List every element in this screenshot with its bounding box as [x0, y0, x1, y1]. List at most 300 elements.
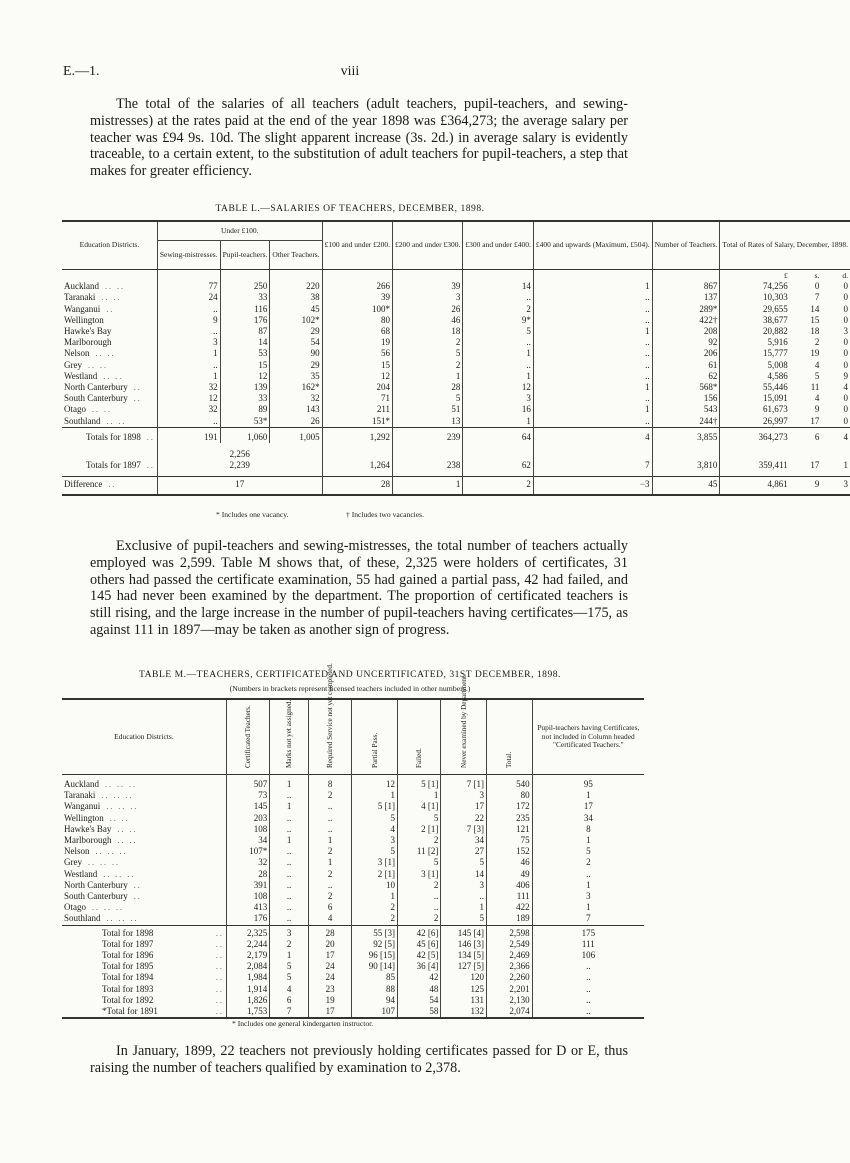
value-f: 46 [393, 315, 463, 326]
value-pt: .. [532, 1006, 644, 1018]
value-r: 8 [308, 775, 351, 791]
value-c: 108 [226, 891, 269, 902]
value-b: 33 [220, 393, 270, 404]
value-f: 28 [393, 382, 463, 393]
value-pounds: 20,882 [720, 326, 790, 337]
value-t: 235 [486, 813, 532, 824]
leader-dots: .. [215, 962, 224, 972]
value-c: 102* [270, 315, 322, 326]
value-shillings: 4 [814, 359, 820, 370]
leader-dots: .. .. [88, 360, 108, 370]
leader-dots: .. .. [105, 282, 125, 292]
value-h: 7 [533, 460, 652, 477]
value-g: 9* [463, 315, 533, 326]
value-c: 28 [226, 869, 269, 880]
value-shillings: 7 [814, 292, 820, 303]
value-pounds: 10,303 [720, 292, 790, 303]
value-h: .. [533, 393, 652, 404]
value-c: 108 [226, 824, 269, 835]
value-t: 2,130 [486, 995, 532, 1006]
district-cell [62, 315, 157, 326]
value-n: 27 [441, 846, 487, 857]
totals-label-cell [62, 972, 226, 983]
difference-row [62, 477, 850, 495]
totals-row [62, 1006, 644, 1018]
district-cell [62, 292, 157, 303]
district-cell [62, 360, 157, 371]
header-required-service: Required Service not yet completed. [326, 663, 335, 768]
leader-dots: .. [215, 984, 224, 994]
value-n: 568* [652, 382, 720, 393]
district-cell [62, 880, 226, 891]
value-pp: 2 [1] [352, 869, 398, 880]
value-pt: 1 [532, 835, 644, 846]
value-pp: 12 [352, 775, 398, 791]
value-c: 1,005 [270, 427, 322, 443]
leader-dots: .. [133, 394, 142, 404]
value-n: 61 [652, 360, 720, 371]
totals-label: Total for 1895 [102, 961, 154, 972]
value-g: 3 [463, 393, 533, 404]
value-pp: 1 [352, 790, 398, 801]
value-shillings: 19 [810, 348, 820, 359]
value-a: .. [157, 304, 220, 315]
table-row [62, 304, 850, 315]
value-f: 1 [393, 371, 463, 382]
value-h: −3 [533, 477, 652, 495]
value-r: 17 [308, 950, 351, 961]
value-f: .. [397, 891, 440, 902]
district-cell [62, 857, 226, 868]
table-l-salaries [62, 220, 850, 496]
value-g: 1 [463, 371, 533, 382]
table-row [62, 281, 850, 292]
district-cell [62, 304, 157, 315]
combined-under-100-1898: 2,256 [157, 443, 322, 460]
value-n: 125 [441, 984, 487, 995]
value-n: 156 [652, 393, 720, 404]
value-t: 49 [486, 869, 532, 880]
value-h: 1 [533, 281, 652, 292]
value-e: 1,292 [322, 427, 392, 443]
value-f: 36 [4] [397, 961, 440, 972]
totals-label-cell [62, 961, 226, 972]
leader-dots: .. [133, 383, 142, 393]
value-pp: 4 [352, 824, 398, 835]
value-g: 64 [463, 427, 533, 443]
value-b: 53 [220, 348, 270, 359]
value-g: 1 [463, 416, 533, 428]
value-pp: 1 [352, 891, 398, 902]
spacer [652, 270, 720, 282]
value-pp: 107 [352, 1006, 398, 1018]
spacer [322, 270, 392, 282]
leader-dots: .. [215, 951, 224, 961]
spacer [322, 443, 392, 460]
value-m: .. [270, 790, 309, 801]
value-pence: 0 [843, 348, 848, 359]
value-f: 239 [393, 427, 463, 443]
leader-dots: .. .. [109, 813, 130, 823]
value-pence: 0 [843, 415, 848, 426]
value-r: 24 [308, 972, 351, 983]
value-pp: 96 [15] [352, 950, 398, 961]
value-n: 131 [441, 995, 487, 1006]
value-a: .. [157, 326, 220, 337]
value-c: 507 [226, 775, 269, 791]
district-cell [62, 382, 157, 393]
value-f: 54 [397, 995, 440, 1006]
page-number: viii [340, 64, 360, 79]
value-pence: 0 [843, 292, 848, 303]
value-r: 4 [308, 913, 351, 925]
value-b: 89 [220, 404, 270, 415]
header-pupil-teachers: Pupil-teachers. [220, 241, 270, 270]
leader-dots: .. .. .. [105, 780, 137, 789]
value-a: 9 [157, 315, 220, 326]
value-f: 5 [1] [397, 775, 440, 791]
table-m-footnote: * Includes one general kindergarten instructor. [232, 1019, 374, 1028]
district-cell [62, 337, 157, 348]
value-pp: 2 [352, 902, 398, 913]
table-row [62, 913, 644, 925]
district-name: North Canterbury [64, 382, 128, 393]
value-e: 28 [322, 477, 392, 495]
leader-dots: .. [215, 995, 224, 1005]
totals-row [62, 972, 644, 983]
value-f: 42 [397, 972, 440, 983]
spacer [393, 443, 463, 460]
leader-dots: .. .. [95, 349, 116, 359]
value-n: 22 [441, 813, 487, 824]
table-row [62, 393, 850, 404]
district-name: Marlborough [64, 337, 112, 348]
spacer [393, 270, 463, 282]
value-c: 176 [226, 913, 269, 925]
value-pt: 34 [532, 813, 644, 824]
value-shillings: 11 [810, 382, 820, 393]
value-r: 6 [308, 902, 351, 913]
value-b: 176 [220, 315, 270, 326]
value-m: 5 [270, 961, 309, 972]
value-t: 46 [486, 857, 532, 868]
value-m: .. [270, 880, 309, 891]
value-pence: 0 [843, 359, 848, 370]
value-a: .. [157, 360, 220, 371]
leader-dots: .. .. .. [92, 903, 124, 913]
value-c: 203 [226, 813, 269, 824]
value-r: 1 [308, 835, 351, 846]
value-pt: 2 [532, 857, 644, 868]
value-pp: 5 [352, 846, 398, 857]
value-c: 145 [226, 801, 269, 812]
value-t: 422 [486, 902, 532, 913]
value-f: 5 [393, 393, 463, 404]
leader-dots: .. .. .. [106, 802, 139, 812]
value-a: 1 [157, 348, 220, 359]
table-row [62, 348, 850, 359]
district-cell [62, 835, 226, 846]
leader-dots: .. .. [117, 836, 138, 846]
value-t: 2,469 [486, 950, 532, 961]
value-h: 4 [533, 427, 652, 443]
leader-dots: .. .. [103, 371, 124, 381]
district-name: Westland [64, 868, 98, 879]
value-n: 17 [441, 801, 487, 812]
value-t: 75 [486, 835, 532, 846]
units-row [62, 270, 850, 282]
header-300-400: £300 and under £400. [463, 221, 533, 270]
value-h: .. [533, 360, 652, 371]
value-a: .. [157, 416, 220, 428]
value-pp: 55 [3] [352, 925, 398, 939]
value-g: .. [463, 360, 533, 371]
totals-label: Total for 1893 [102, 983, 154, 994]
totals-label-cell [62, 984, 226, 995]
value-pounds: 55,446 [720, 382, 790, 393]
district-cell [62, 427, 157, 443]
totals-row [62, 961, 644, 972]
totals-row [62, 995, 644, 1006]
value-m: .. [270, 846, 309, 857]
value-m: 1 [270, 801, 309, 812]
value-f: 51 [393, 404, 463, 415]
value-n: 45 [652, 477, 720, 495]
district-name: Taranaki [64, 292, 96, 303]
spacer [157, 270, 220, 282]
district-name: North Canterbury [64, 879, 128, 890]
value-f: 13 [393, 416, 463, 428]
district-cell [62, 326, 157, 337]
value-m: 1 [270, 775, 309, 791]
value-pence: 3 [821, 477, 850, 495]
value-m: 7 [270, 1006, 309, 1018]
district-name: Totals for 1897 [86, 460, 141, 471]
header-certificated-teachers: Certificated Teachers. [244, 705, 252, 768]
value-pence: 0 [843, 404, 848, 415]
value-c: 29 [270, 326, 322, 337]
district-name: Otago [64, 404, 86, 415]
value-c: 391 [226, 880, 269, 891]
table-m-caption: TABLE M.—TEACHERS, CERTIFICATED AND UNCERTIFICATED, 31ST DECEMBER, 1898. [139, 669, 561, 680]
value-b: 139 [220, 382, 270, 393]
table-row [62, 835, 644, 846]
header-pupil-teachers-certificates: Pupil-teachers having Certificates, not included in Column headed "Certificated Teachers." [532, 699, 644, 775]
value-c: 1,826 [226, 995, 269, 1006]
value-f: 3 [1] [397, 869, 440, 880]
table-m-subcaption: (Numbers in brackets represent licensed teachers included in other numbers.) [229, 684, 471, 693]
value-r: 2 [308, 869, 351, 880]
value-r: 20 [308, 939, 351, 950]
value-t: 2,074 [486, 1006, 532, 1018]
leader-dots: .. [215, 939, 224, 949]
value-f: 45 [6] [397, 939, 440, 950]
value-b: 87 [220, 326, 270, 337]
value-t: 2,260 [486, 972, 532, 983]
value-shillings: 18 [810, 326, 820, 337]
value-e: 211 [322, 404, 392, 415]
value-c: 45 [270, 304, 322, 315]
value-pence: 0 [843, 281, 848, 292]
district-name: Nelson [64, 846, 90, 857]
value-pt: 7 [532, 913, 644, 925]
value-r: 24 [308, 961, 351, 972]
value-f: .. [397, 902, 440, 913]
totals-1897-row [62, 460, 850, 477]
leader-dots: .. [146, 432, 155, 442]
value-pp: 85 [352, 972, 398, 983]
value-pp: 3 [1] [352, 857, 398, 868]
value-m: .. [270, 891, 309, 902]
totals-label-cell [62, 1006, 226, 1018]
value-pt: 5 [532, 846, 644, 857]
value-b: 33 [220, 292, 270, 303]
value-f: 2 [393, 337, 463, 348]
district-cell [62, 846, 226, 857]
value-pt: .. [532, 984, 644, 995]
value-pounds: 15,091 [720, 393, 790, 404]
value-g: .. [463, 337, 533, 348]
table-row [62, 857, 644, 868]
value-f: 26 [393, 304, 463, 315]
value-c: 32 [226, 857, 269, 868]
value-pounds: 359,411 [720, 460, 790, 477]
value-t: 152 [486, 846, 532, 857]
value-c: 413 [226, 902, 269, 913]
header-partial-pass: Partial Pass. [370, 732, 379, 768]
table-row [62, 326, 850, 337]
leader-dots: .. .. [117, 824, 138, 834]
value-t: 121 [486, 824, 532, 835]
value-b: 250 [220, 281, 270, 292]
value-m: .. [270, 869, 309, 880]
district-cell [62, 813, 226, 824]
value-f: 11 [2] [397, 846, 440, 857]
table-row [62, 404, 850, 415]
value-h: .. [533, 416, 652, 428]
table-row [62, 891, 644, 902]
value-shillings: 15 [810, 314, 820, 325]
value-e: 19 [322, 337, 392, 348]
district-name: South Canterbury [64, 891, 128, 902]
value-e: 204 [322, 382, 392, 393]
value-c: 29 [270, 360, 322, 371]
value-pence: 3 [843, 326, 848, 337]
value-t: 189 [486, 913, 532, 925]
value-pounds: 29,655 [720, 304, 790, 315]
district-cell [62, 902, 226, 913]
table-row [62, 880, 644, 891]
totals-1898-row [62, 427, 850, 443]
combined-1898-row [62, 443, 850, 460]
table-row [62, 315, 850, 326]
leader-dots: .. [106, 304, 115, 314]
totals-row [62, 925, 644, 939]
value-g: .. [463, 292, 533, 303]
value-a: 3 [157, 337, 220, 348]
value-f: 5 [397, 857, 440, 868]
header-number-of-teachers: Number of Teachers. [652, 221, 720, 270]
table-row [62, 775, 644, 791]
value-pence: 1 [843, 460, 848, 471]
value-g: 2 [463, 304, 533, 315]
value-shillings: 17 [810, 415, 820, 426]
table-row [62, 371, 850, 382]
spacer [720, 443, 790, 460]
table-row [62, 337, 850, 348]
value-g: 1 [463, 348, 533, 359]
district-name: Totals for 1898 [86, 431, 141, 442]
value-pence: 0 [843, 314, 848, 325]
value-e: 68 [322, 326, 392, 337]
value-f: 2 [1] [397, 824, 440, 835]
header-total: Total. [505, 751, 514, 768]
district-cell [62, 869, 226, 880]
value-b: 15 [220, 360, 270, 371]
value-m: 1 [270, 950, 309, 961]
value-f: 2 [397, 880, 440, 891]
value-pt: .. [532, 869, 644, 880]
header-under-100: Under £100. [157, 221, 322, 241]
header-failed: Failed. [415, 748, 424, 768]
page-header [63, 64, 637, 80]
value-g: 62 [463, 460, 533, 477]
value-c: 32 [270, 393, 322, 404]
value-r: 28 [308, 925, 351, 939]
leader-dots: .. [133, 892, 142, 902]
value-c: 73 [226, 790, 269, 801]
value-n: 62 [652, 371, 720, 382]
value-pt: .. [532, 995, 644, 1006]
value-b: 14 [220, 337, 270, 348]
value-pp: 5 [1] [352, 801, 398, 812]
value-pounds: 26,997 [720, 416, 790, 428]
value-a: 77 [157, 281, 220, 292]
value-n: 92 [652, 337, 720, 348]
value-m: 3 [270, 925, 309, 939]
header-other-teachers: Other Teachers. [270, 241, 322, 270]
value-t: 172 [486, 801, 532, 812]
value-f: 2 [393, 360, 463, 371]
value-r: 1 [308, 857, 351, 868]
value-g: 2 [463, 477, 533, 495]
value-c: 90 [270, 348, 322, 359]
spacer [533, 443, 652, 460]
value-shillings: 9 [814, 404, 820, 415]
header-never-examined: Never examined by Department. [459, 674, 468, 768]
value-t: 111 [486, 891, 532, 902]
value-pence: 0 [843, 337, 848, 348]
totals-label: Total for 1892 [102, 994, 154, 1005]
district-name: South Canterbury [64, 393, 128, 404]
value-h: .. [533, 348, 652, 359]
totals-label-cell [62, 950, 226, 961]
district-name: Hawke's Bay [64, 326, 112, 337]
value-r: 2 [308, 790, 351, 801]
value-pt: .. [532, 961, 644, 972]
value-m: 4 [270, 984, 309, 995]
value-t: 540 [486, 775, 532, 791]
value-pp: 90 [14] [352, 961, 398, 972]
value-pounds: 5,916 [720, 337, 790, 348]
district-cell [62, 477, 157, 495]
value-e: 80 [322, 315, 392, 326]
value-n: 422† [652, 315, 720, 326]
leader-dots: .. .. .. [101, 791, 134, 801]
value-pence: 0 [843, 303, 848, 314]
value-f: 42 [6] [397, 925, 440, 939]
unit-pence: d. [842, 271, 848, 280]
